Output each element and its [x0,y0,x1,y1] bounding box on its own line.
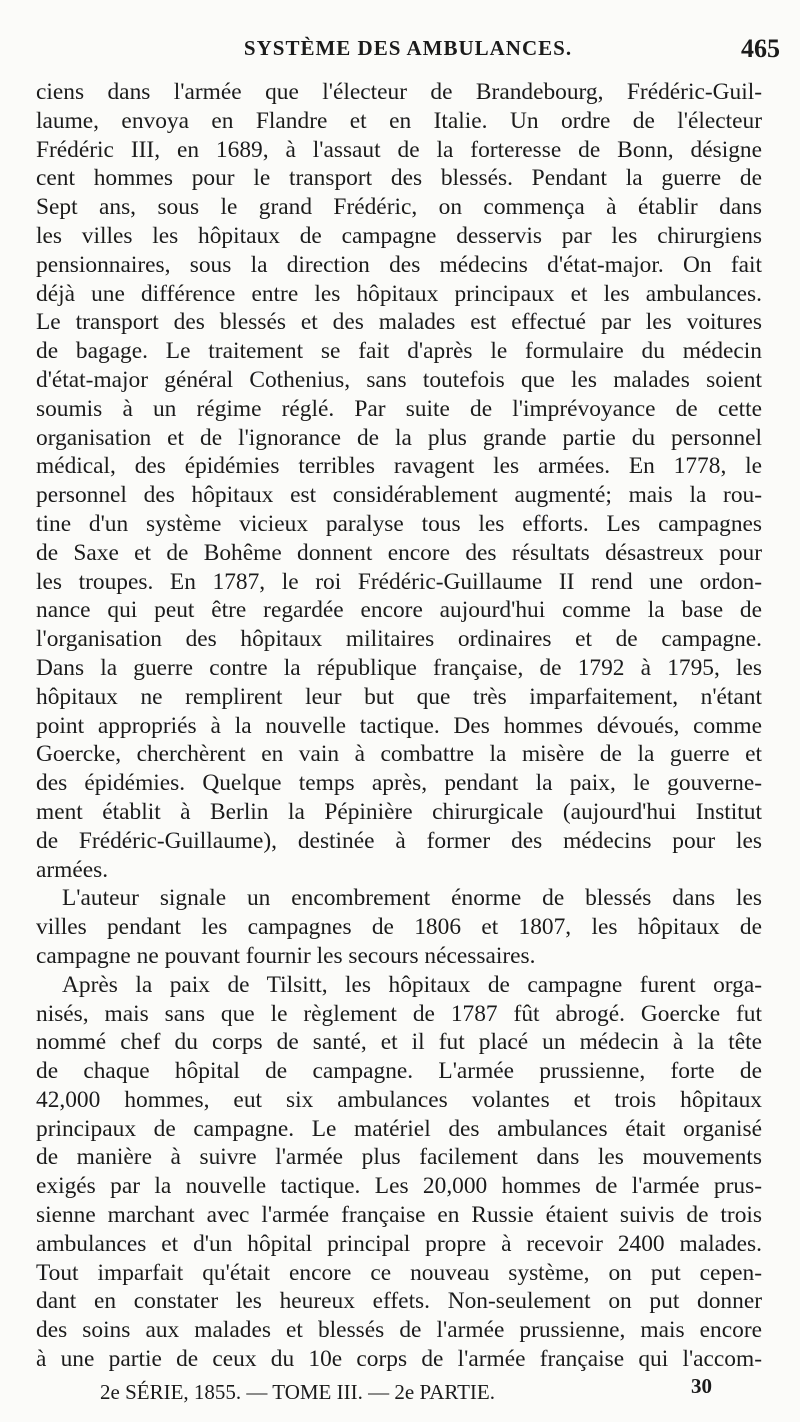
text-line: pensionnaires, sous la direction des médecins d'état-major. On fait [36,251,762,278]
text-line: de bagage. Le traitement se fait d'après le formulaire du médecin [36,338,762,365]
text-line: tine d'un système vicieux paralyse tous les efforts. Les campagnes [36,510,762,537]
text-line: ment établit à Berlin la Pépinière chirurgicale (aujourd'hui Institut [36,798,762,825]
sheet-number: 30 [691,1374,712,1398]
text-line: villes pendant les campagnes de 1806 et 1807, les hôpitaux de [36,914,762,941]
text-line: organisation et de l'ignorance de la plus grande partie du personnel [36,424,762,451]
text-line: 42,000 hommes, eut six ambulances volantes et trois hôpitaux [36,1086,762,1113]
text-line: de manière à suivre l'armée plus facilement dans les mouvements [36,1144,762,1171]
running-title: SYSTÈME DES AMBULANCES. [243,36,573,60]
text-line: de Saxe et de Bohême donnent encore des résultats désastreux pour [36,539,762,566]
text-line: des épidémies. Quelque temps après, pendant la paix, le gouverne- [36,770,762,797]
text-line: les troupes. En 1787, le roi Frédéric-Guillaume II rend une ordon- [36,568,762,595]
page-header [36,34,780,70]
paragraph-start-line: Après la paix de Tilsitt, les hôpitaux de campagne furent orga- [62,971,762,998]
page-footer [36,1374,762,1410]
text-line: médical, des épidémies terribles ravagent les armées. En 1778, le [36,453,762,480]
text-line: nommé chef du corps de santé, et il fut placé un médecin à la tête [36,1029,762,1056]
text-line: Le transport des blessés et des malades est effectué par les voitures [36,309,762,336]
text-line: Frédéric III, en 1689, à l'assaut de la forteresse de Bonn, désigne [36,136,762,163]
text-line: point appropriés à la nouvelle tactique. Des hommes dévoués, comme [36,712,762,739]
paragraph-end-line: armées. [36,856,109,883]
text-line: nisés, mais sans que le règlement de 1787 fût abrogé. Goercke fut [36,1000,762,1027]
text-line: l'organisation des hôpitaux militaires ordinaires et de campagne. [36,626,762,653]
text-line: Goercke, cherchèrent en vain à combattre la misère de la guerre et [36,741,762,768]
text-line: des soins aux malades et blessés de l'armée prussienne, mais encore [36,1317,762,1344]
text-line: déjà une différence entre les hôpitaux principaux et les ambulances. [36,280,762,307]
text-line: à une partie de ceux du 10e corps de l'armée française qui l'accom- [36,1346,762,1373]
text-line: exigés par la nouvelle tactique. Les 20,000 hommes de l'armée prus- [36,1173,762,1200]
text-line: hôpitaux ne remplirent leur but que très imparfaitement, n'étant [36,683,762,710]
text-line: soumis à un régime réglé. Par suite de l'imprévoyance de cette [36,395,762,422]
printer-signature: 2e SÉRIE, 1855. — TOME III. — 2e PARTIE. [100,1380,496,1404]
text-line: Dans la guerre contre la république française, de 1792 à 1795, les [36,654,762,681]
text-line: de chaque hôpital de campagne. L'armée prussienne, forte de [36,1058,762,1085]
text-line: ambulances et d'un hôpital principal propre à recevoir 2400 malades. [36,1230,762,1257]
paragraph-start-line: L'auteur signale un encombrement énorme de blessés dans les [62,885,762,912]
text-line: les villes les hôpitaux de campagne desservis par les chirurgiens [36,222,762,249]
paragraph-end-line: campagne ne pouvant fournir les secours nécessaires. [36,942,536,969]
text-line: cent hommes pour le transport des blessés. Pendant la guerre de [36,165,762,192]
text-line: principaux de campagne. Le matériel des ambulances était organisé [36,1115,762,1142]
text-line: de Frédéric-Guillaume), destinée à former des médecins pour les [36,827,762,854]
text-line: dant en constater les heureux effets. Non-seulement on put donner [36,1288,762,1315]
page-number: 465 [741,34,780,63]
text-line: d'état-major général Cothenius, sans toutefois que les malades soient [36,366,762,393]
text-line: sienne marchant avec l'armée française en Russie étaient suivis de trois [36,1202,762,1229]
text-line: Sept ans, sous le grand Frédéric, on commença à établir dans [36,194,762,221]
text-line: personnel des hôpitaux est considérablement augmenté; mais la rou- [36,482,762,509]
text-line: ciens dans l'armée que l'électeur de Brandebourg, Frédéric-Guil- [36,79,762,105]
text-line: Tout imparfait qu'était encore ce nouveau système, on put cepen- [36,1259,762,1286]
body-text [36,78,762,1374]
text-line: laume, envoya en Flandre et en Italie. Un ordre de l'électeur [36,107,762,134]
text-line: nance qui peut être regardée encore aujourd'hui comme la base de [36,597,762,624]
